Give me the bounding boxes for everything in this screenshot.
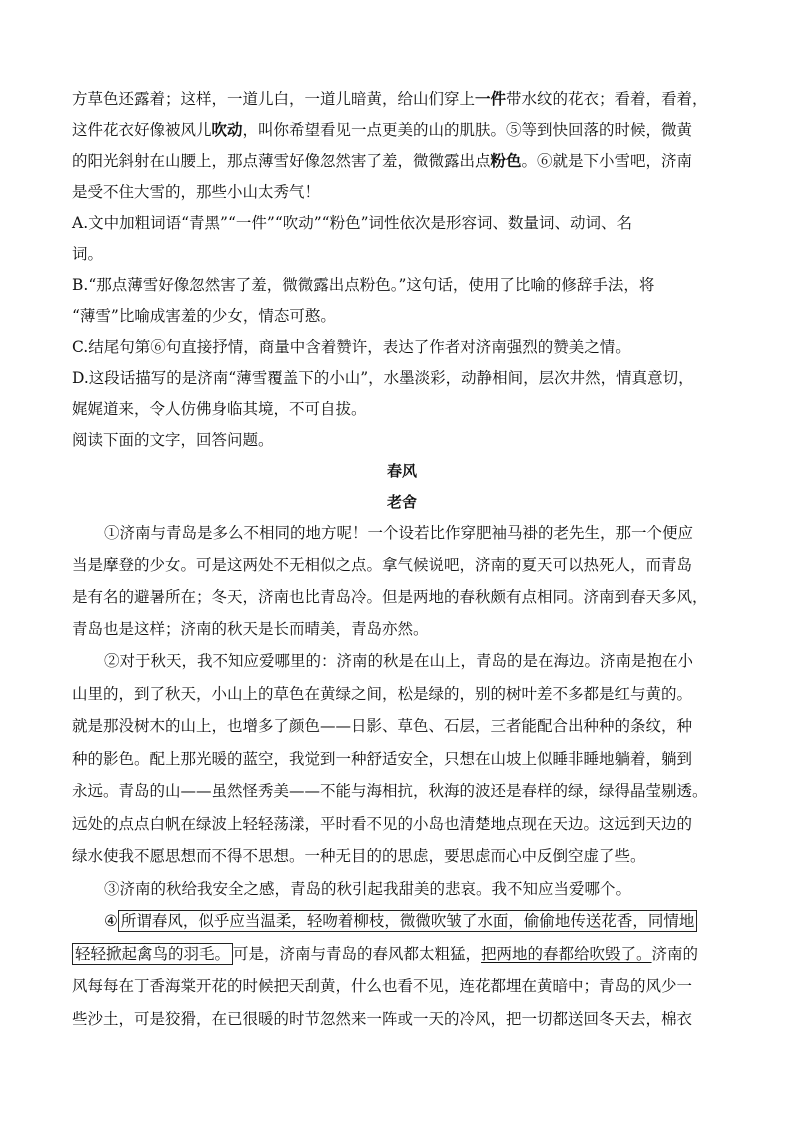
excerpt-line: 方草色还露着；这样，一道儿白，一道儿暗黄，给山们穿上一件带水纹的花衣；看着，看着， [72,89,708,108]
paragraph-2-line: 永远。青岛的山——虽然怪秀美——不能与海相抗，秋海的波还是春样的绿，绿得晶莹剔透。 [72,782,708,800]
article-title: 春风 [386,462,417,480]
paragraph-2-line: ②对于秋天，我不知应爱哪里的：济南的秋是在山上，青岛的是在海边。济南是抱在小 [104,652,694,670]
option-d: D.这段话描写的是济南“薄雪覆盖下的小山”，水墨淡彩，动静相间，层次井然，情真意切， [72,369,694,387]
paragraph-2-line: 山里的，到了秋天，小山上的草色在黄绿之间，松是绿的，别的树叶差不多都是红与黄的。 [72,684,693,703]
paragraph-2-line: 绿水使我不愿思想而不得不思想。一种无目的的思虑，要思虑而心中反倒空虚了些。 [72,847,646,865]
paragraph-4-line: ④ 所谓春风，似乎应当温柔，轻吻着柳枝，微微吹皱了水面，偷偷地传送花香，同情地 [72,910,732,943]
option-d-cont: 娓娓道来，令人仿佛身临其境，不可自拔。 [72,400,367,418]
option-a-cont: 词。 [72,245,104,263]
paragraph-2-line: 种的影色。配上那光暖的蓝空，我觉到一种舒适安全，只想在山坡上似睡非睡地躺着，躺到 [72,749,693,768]
excerpt-line: 是受不住大雪的，那些小山太秀气！ [72,183,321,201]
bold-word: 一件 [475,89,507,108]
paragraph-4-line: 风每每在丁香海棠开花的时候把天刮黄，什么也看不见，连花都埋在黄暗中；青岛的风少一 [72,977,693,995]
paragraph-4-line: 些沙土，可是狡猾，在已很暖的时节忽然来一阵或一天的冷风，把一切都送回冬天去，棉衣 [72,1009,693,1028]
paragraph-1-line: 当是摩登的少女。可是这两处不无相似之点。拿气候说吧，济南的夏天可以热死人，而青岛 [72,556,693,574]
paragraph-1-line: ①济南与青岛是多么不相同的地方呢！一个设若比作穿肥袖马褂的老先生，那一个便应 [104,524,694,542]
boxed-sentence: 所谓春风，似乎应当温柔，轻吻着柳枝，微微吹皱了水面，偷偷地传送花香，同情地 [118,910,698,932]
excerpt-line: 这件花衣好像被风儿吹动，叫你希望看见一点更美的山的肌肤。⑤等到快回落的时候，微黄 [72,120,693,139]
document-page [72,88,732,1040]
option-b-cont: “薄雪”比喻成害羞的少女，情态可憨。 [72,307,336,325]
instruction: 阅读下面的文字，回答问题。 [72,431,274,449]
underlined-sentence: 把两地的春都给吹毁了。 [481,944,652,963]
option-c: C.结尾句第⑥句直接抒情，商量中含着赞许，表达了作者对济南强烈的赞美之情。 [72,338,631,356]
paragraph-1-line: 青岛也是这样；济南的秋天是长而晴美，青岛亦然。 [72,620,429,638]
option-b: B.“那点薄雪好像忽然害了羞，微微露出点粉色。”这句话，使用了比喻的修辞手法，将 [72,276,655,294]
paragraph-3: ③济南的秋给我安全之感，青岛的秋引起我甜美的悲哀。我不知应当爱哪个。 [104,879,632,898]
boxed-sentence: 轻轻掀起禽鸟的羽毛。 [72,943,233,965]
bold-word: 吹动 [211,120,243,139]
paragraph-4-line: 轻轻掀起禽鸟的羽毛。 可是，济南与青岛的春风都太粗猛，把两地的春都给吹毁了。济南的 [72,943,732,976]
paragraph-2-line: 就是那没树木的山上，也增多了颜色——日影、草色、石层，三者能配合出种种的条纹，种 [72,717,693,735]
article-author: 老舍 [386,493,417,511]
paragraph-1-line: 是有名的避暑所在；冬天，济南也比青岛冷。但是两地的春秋颇有点相同。济南到春天多风， [72,588,708,606]
paragraph-2-line: 远处的点点白帆在绿波上轻轻荡漾，平时看不见的小岛也清楚地点现在天边。这远到天边的 [72,814,693,833]
excerpt-line: 的阳光斜射在山腰上，那点薄雪好像忽然害了羞，微微露出点粉色。⑥就是下小雪吧，济南 [72,151,693,170]
bold-word: 粉色 [490,151,522,170]
option-a: A.文中加粗词语“青黑”“一件”“吹动”“粉色”词性依次是形容词、数量词、动词、名 [72,214,633,232]
